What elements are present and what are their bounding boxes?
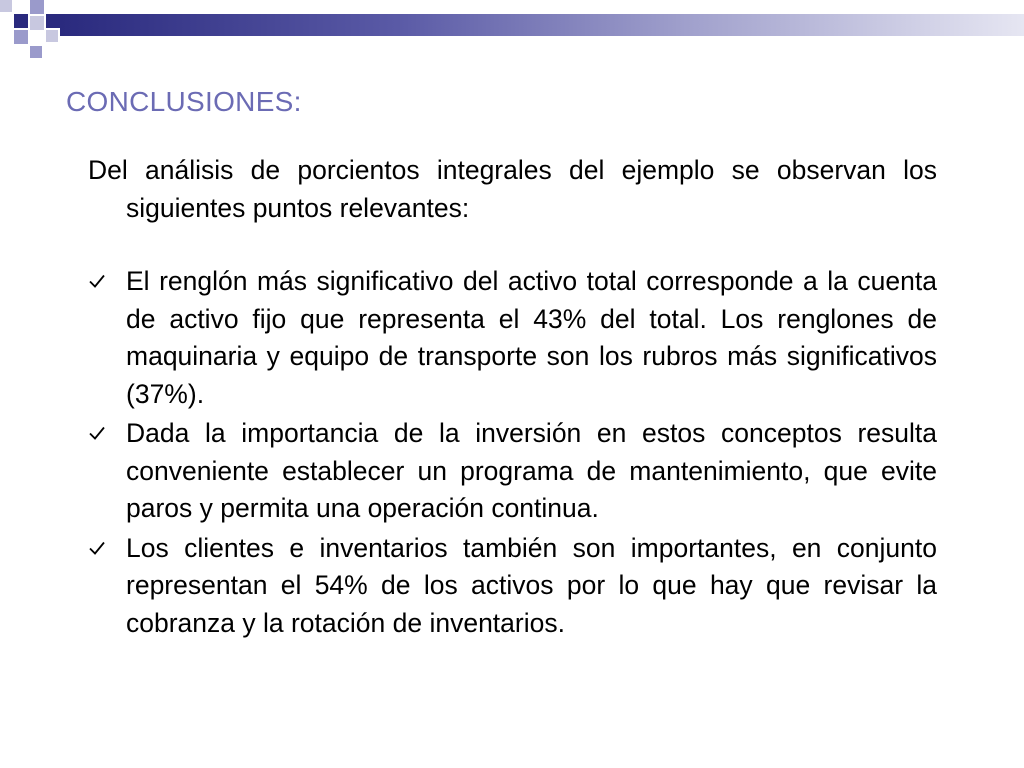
checkmark-icon <box>88 424 106 442</box>
slide-body <box>88 152 937 644</box>
banner-square <box>0 0 12 12</box>
checkmark-icon <box>88 539 106 557</box>
banner-square <box>30 0 44 14</box>
bullet-text: Dada la importancia de la inversión en estos conceptos resulta conveniente establecer un programa de mantenimiento, que evite paros y permita una operación continua. <box>126 418 937 523</box>
decorative-banner <box>0 0 1024 60</box>
banner-square <box>14 30 28 44</box>
intro-paragraph: Del análisis de porcientos integrales del ejemplo se observan los siguientes puntos relevantes: <box>88 155 937 223</box>
banner-square <box>30 46 42 58</box>
list-item <box>88 263 937 413</box>
banner-square <box>14 14 28 28</box>
bullet-text: Los clientes e inventarios también son importantes, en conjunto representan el 54% de los activos por lo que hay que revisar la cobranza y la rotación de inventarios. <box>126 532 937 638</box>
bullet-text: El renglón más significativo del activo total corresponde a la cuenta de activo fijo que representa el 43% del total. Los renglones de maquinaria y equipo de transporte son los rubros más significativos (37%). <box>126 266 937 409</box>
checkmark-icon <box>88 272 106 290</box>
slide-title: CONCLUSIONES: <box>66 86 302 117</box>
banner-square <box>46 30 58 42</box>
banner-gradient-bar <box>60 14 1024 36</box>
list-item <box>88 530 937 643</box>
conclusion-list <box>88 263 937 642</box>
banner-square <box>30 16 44 30</box>
banner-square <box>46 14 60 28</box>
list-item <box>88 415 937 528</box>
